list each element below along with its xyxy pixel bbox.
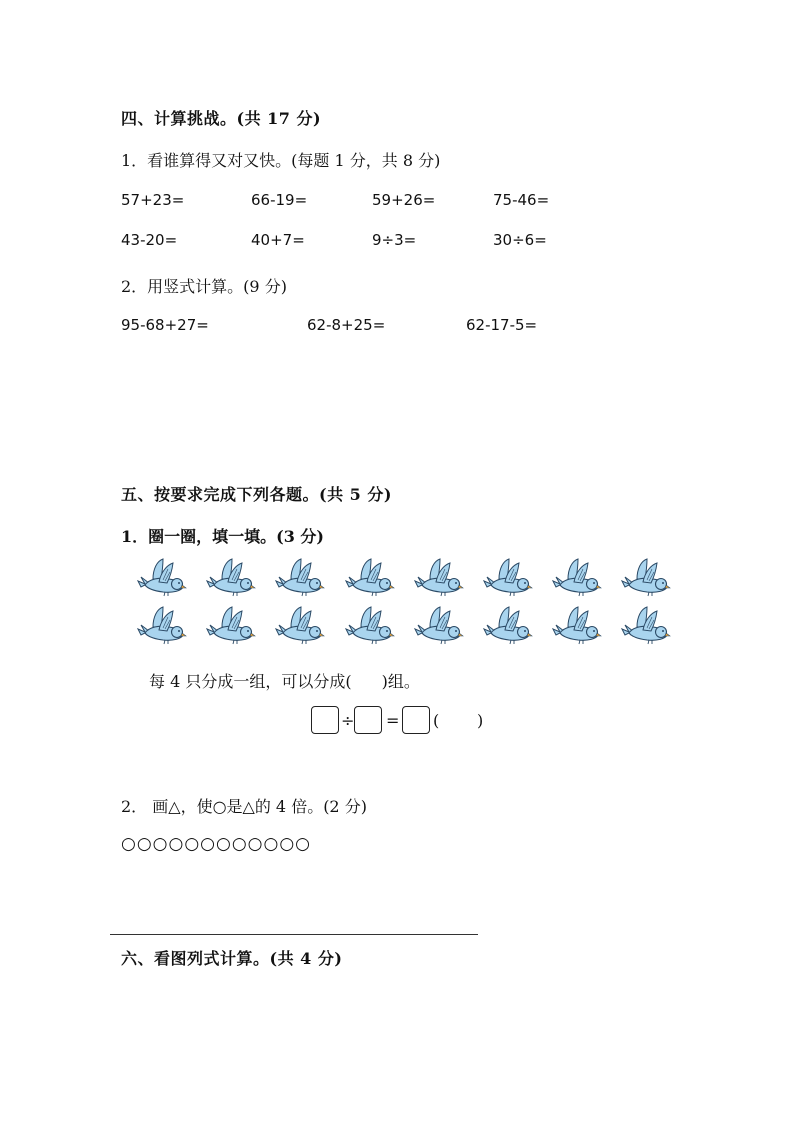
vertical-calc-item: 62-17-5= xyxy=(466,316,538,334)
vertical-calc-item: 95-68+27= xyxy=(121,316,209,334)
bird-icon xyxy=(552,557,602,599)
section5-q2-label: 2． 画△，使○是△的 4 倍。(2 分) xyxy=(121,797,367,816)
calc-item: 59+26= xyxy=(372,191,436,209)
sentence-after: )组。 xyxy=(381,672,420,691)
divide-sign: ÷ xyxy=(341,711,355,730)
section4-q1-label: 1．看谁算得又对又快。(每题 1 分，共 8 分) xyxy=(121,151,441,170)
section6-title: 六、看图列式计算。(共 4 分) xyxy=(121,949,343,968)
group-sentence xyxy=(149,669,420,692)
bird-icon xyxy=(345,605,395,647)
section5-title: 五、按要求完成下列各题。(共 5 分) xyxy=(121,485,392,504)
calc-item: 30÷6= xyxy=(493,231,547,249)
unit-paren-open: ( xyxy=(433,711,440,730)
unit-paren-close: ) xyxy=(477,711,484,730)
dividend-box[interactable] xyxy=(311,706,339,734)
unit-blank[interactable] xyxy=(442,708,474,732)
bird-icon xyxy=(552,605,602,647)
bird-icon xyxy=(414,605,464,647)
calc-item: 40+7= xyxy=(251,231,305,249)
divisor-box[interactable] xyxy=(354,706,382,734)
calc-item: 66-19= xyxy=(251,191,308,209)
section5-q1-label: 1．圈一圈，填一填。(3 分) xyxy=(121,527,324,546)
vertical-calc-item: 62-8+25= xyxy=(307,316,386,334)
bird-icon xyxy=(206,605,256,647)
divider-line xyxy=(110,934,478,935)
bird-icon xyxy=(621,605,671,647)
calc-item: 9÷3= xyxy=(372,231,417,249)
bird-icon xyxy=(345,557,395,599)
calc-item: 75-46= xyxy=(493,191,550,209)
section4-q2-label: 2．用竖式计算。(9 分) xyxy=(121,277,287,296)
bird-icon xyxy=(137,557,187,599)
circle-row: ○○○○○○○○○○○○ xyxy=(121,834,312,854)
calc-item: 57+23= xyxy=(121,191,185,209)
bird-icon xyxy=(414,557,464,599)
equals-sign: = xyxy=(386,711,400,730)
bird-icon xyxy=(275,605,325,647)
bird-icon xyxy=(483,605,533,647)
sentence-before: 每 4 只分成一组，可以分成( xyxy=(149,672,352,691)
calc-item: 43-20= xyxy=(121,231,178,249)
bird-icon xyxy=(621,557,671,599)
bird-icon xyxy=(275,557,325,599)
quotient-box[interactable] xyxy=(402,706,430,734)
bird-icon xyxy=(483,557,533,599)
section4-title: 四、计算挑战。(共 17 分) xyxy=(121,109,322,128)
bird-icon xyxy=(137,605,187,647)
bird-icon xyxy=(206,557,256,599)
